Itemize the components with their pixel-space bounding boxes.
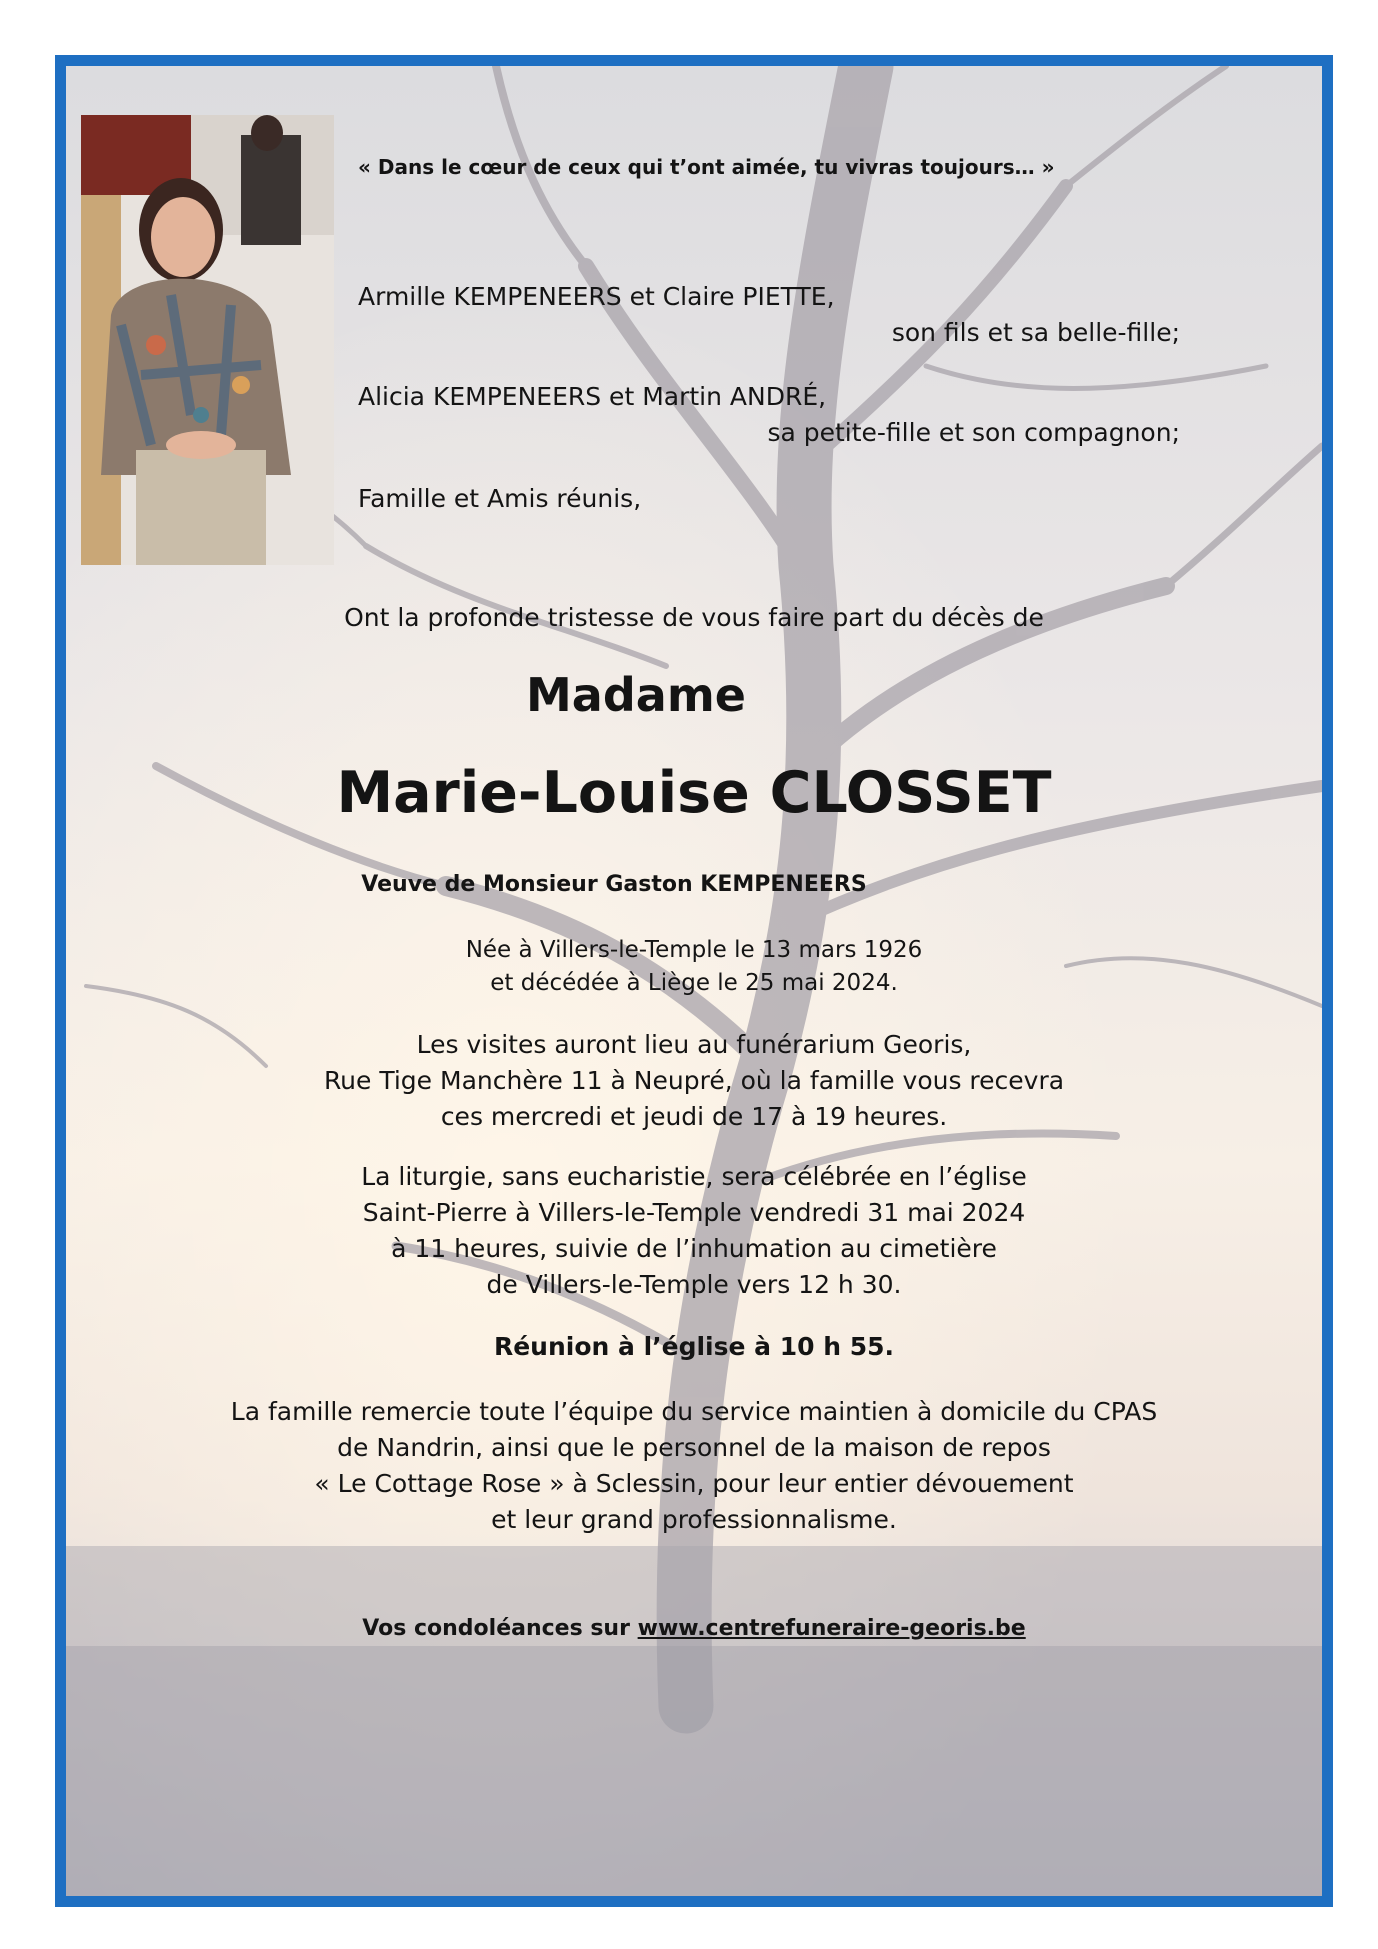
liturgy-line: La liturgie, sans eucharistie, sera célébrée en l’église: [361, 1162, 1027, 1191]
visits-line: Les visites auront lieu au funérarium Georis,: [416, 1030, 972, 1059]
family-relation-1: son fils et sa belle-fille;: [891, 318, 1180, 347]
death-line: et décédée à Liège le 25 mai 2024.: [490, 970, 898, 996]
family-names-1: Armille KEMPENEERS et Claire PIETTE,: [358, 282, 835, 311]
family-relation-2: sa petite-fille et son compagnon;: [767, 418, 1180, 447]
thanks-line: de Nandrin, ainsi que le personnel de la maison de repos: [337, 1433, 1051, 1462]
thanks-line: et leur grand professionnalisme.: [491, 1505, 897, 1534]
liturgy-line: de Villers-le-Temple vers 12 h 30.: [486, 1270, 902, 1299]
liturgy-line: à 11 heures, suivie de l’inhumation au cimetière: [391, 1234, 997, 1263]
portrait-photo: [81, 115, 334, 565]
page-frame: [55, 55, 1333, 1907]
thanks-line: La famille remercie toute l’équipe du service maintien à domicile du CPAS: [230, 1397, 1158, 1426]
deceased-name: Marie-Louise CLOSSET: [336, 760, 1052, 826]
honorific: Madame: [526, 668, 746, 722]
visits-block: [66, 1027, 1322, 1135]
visits-line: Rue Tige Manchère 11 à Neupré, où la famille vous recevra: [323, 1066, 1065, 1095]
thanks-block: [66, 1394, 1322, 1538]
visits-line: ces mercredi et jeudi de 17 à 19 heures.: [440, 1102, 948, 1131]
condolences-line: [66, 1616, 1322, 1641]
liturgy-line: Saint-Pierre à Villers-le-Temple vendredi 31 mai 2024: [362, 1198, 1026, 1227]
liturgy-block: [66, 1159, 1322, 1303]
meeting-time: Réunion à l’église à 10 h 55.: [493, 1332, 895, 1361]
thanks-line: « Le Cottage Rose » à Sclessin, pour leur entier dévouement: [314, 1469, 1074, 1498]
announcement: Ont la profonde tristesse de vous faire part du décès de: [344, 603, 1044, 632]
family-names-2: Alicia KEMPENEERS et Martin ANDRÉ,: [358, 382, 827, 411]
family-friends: Famille et Amis réunis,: [358, 484, 642, 513]
birth-death-block: [66, 934, 1322, 1000]
widow-of: Veuve de Monsieur Gaston KEMPENEERS: [361, 872, 867, 897]
birth-line: Née à Villers-le-Temple le 13 mars 1926: [465, 937, 923, 963]
condolences-link[interactable]: www.centrefuneraire-georis.be: [637, 1616, 1026, 1641]
condolences-label: Vos condoléances sur: [362, 1616, 630, 1641]
memorial-quote: « Dans le cœur de ceux qui t’ont aimée, tu vivras toujours… »: [358, 155, 1055, 179]
